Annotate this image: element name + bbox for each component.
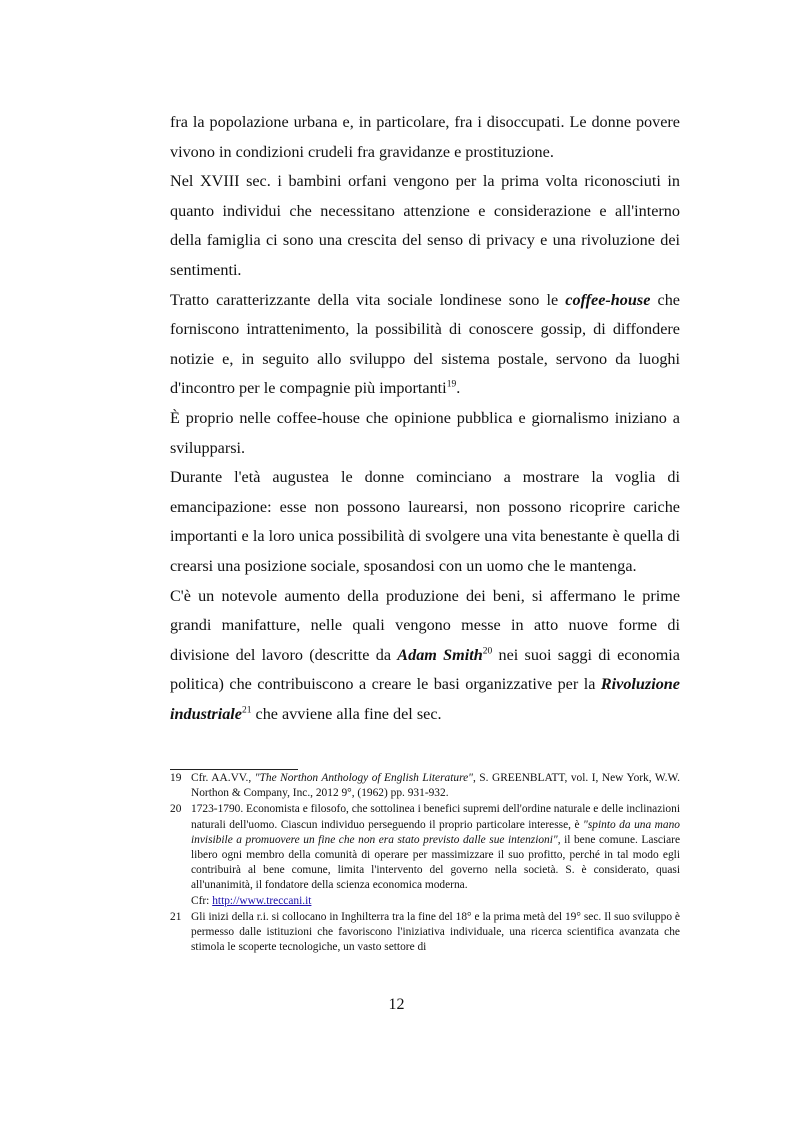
paragraph-2: Nel XVIII sec. i bambini orfani vengono per la prima volta riconosciuti in quanto individui che necessitano attenzione e considerazione e all'interno della famiglia ci sono una crescita del senso di privacy e una rivoluzione dei sentimenti. xyxy=(170,172,680,279)
paragraph-3 xyxy=(170,286,680,404)
footnote-21 xyxy=(170,910,680,956)
footnote-body xyxy=(191,802,680,908)
paragraph-6-text-c: che avviene alla fine del sec. xyxy=(251,704,442,723)
paragraph-4: È proprio nelle coffee-house che opinione pubblica e giornalismo iniziano a svilupparsi. xyxy=(170,408,680,457)
footnote-body: Gli inizi della r.i. si collocano in Inghilterra tra la fine del 18° e la prima metà del 19° sec. Il suo sviluppo è permesso dalle istituzioni che favoriscono l'iniziativa individuale, una ricerca scientifica avanzata che stimola le scoperte tecnologiche, un vasto settore di xyxy=(191,910,680,954)
footnote-number: 20 xyxy=(170,803,182,816)
paragraph-1: fra la popolazione urbana e, in particolare, fra i disoccupati. Le donne povere vivono in condizioni crudeli fra gravidanze e prostituzione. xyxy=(170,113,680,161)
paragraph-6-text-a: C'è un notevole aumento della produzione dei beni, si affermano le prime grandi manifatture, nelle quali vengono messe in atto nuove forme di divisione del lavoro (descritte da xyxy=(170,586,680,664)
footnote-text: , S. GREENBLATT, vol. I, New York, W.W. Northon & Company, Inc., 2012 9°, (1962) pp. 931-932. xyxy=(191,772,680,800)
footnote-cfr xyxy=(191,894,680,909)
footnote-text: 1723-1790. Economista e filosofo, che sottolinea i benefici supremi dell'ordine naturale e delle inclinazioni naturali dell'uomo. Ciascun individuo perseguendo il proprio particolare interesse, è xyxy=(191,803,680,831)
term-rivoluzione-industriale: Rivoluzione industriale xyxy=(170,675,680,723)
page-number: 12 xyxy=(388,996,405,1013)
paragraph-6 xyxy=(170,582,680,730)
paragraph-3-text-a: Tratto caratterizzante della vita sociale londinese sono le xyxy=(170,290,566,309)
footnotes xyxy=(170,771,680,956)
paragraph-5: Durante l'età augustea le donne cominciano a mostrare la voglia di emancipazione: esse non possono laurearsi, non possono ricoprire cariche importanti e la loro unica possibilità di svolgere una vita benestante è quella di crearsi una posizione sociale, sposandosi con un uomo che le mantenga. xyxy=(170,468,680,575)
paragraph-3-text-c: . xyxy=(456,379,461,398)
footnote-separator xyxy=(170,769,298,770)
footnote-ref-21[interactable]: 21 xyxy=(241,705,252,716)
term-adam-smith: Adam Smith xyxy=(397,645,483,664)
footnote-number: 19 xyxy=(170,772,182,784)
term-coffee-house: coffee-house xyxy=(565,290,651,309)
footnote-20 xyxy=(170,802,680,908)
cfr-label: Cfr: xyxy=(191,894,213,907)
footnote-19 xyxy=(170,771,680,801)
main-text xyxy=(170,108,680,729)
paragraph-3-text-b: che forniscono intrattenimento, la possibilità di conoscere gossip, di diffondere notizie e, in seguito allo sviluppo del sistema postale, servono da luoghi d'incontro per le compagnie più importanti xyxy=(170,290,680,398)
footnote-ref-19[interactable]: 19 xyxy=(446,379,457,390)
footnote-ref-20[interactable]: 20 xyxy=(482,646,493,657)
paragraph-6-text-b: nei suoi saggi di economia politica) che contribuiscono a creare le basi organizzative per la xyxy=(170,645,680,694)
footnote-paragraph xyxy=(191,802,680,893)
footnote-text: Cfr. AA.VV., xyxy=(191,772,255,784)
smith-quote: "spinto da una mano invisibile a promuovere un fine che non era stato previsto dalle sue intenzioni" xyxy=(191,818,680,846)
treccani-link[interactable]: http://www.treccani.it xyxy=(212,894,312,907)
footnote-body xyxy=(191,771,680,801)
footnote-number: 21 xyxy=(170,910,182,923)
book-title: "The Northon Anthology of English Literature" xyxy=(254,772,473,784)
footnote-text: , il bene comune. Lasciare libero ogni membro della comunità di operare per massimizzare il suo profitto, perché in tal modo egli contribuirà al bene comune, limita l'intervento del governo nella società. S. è considerato, quasi all'unanimità, il fondatore della scienza economica moderna. xyxy=(191,833,680,892)
